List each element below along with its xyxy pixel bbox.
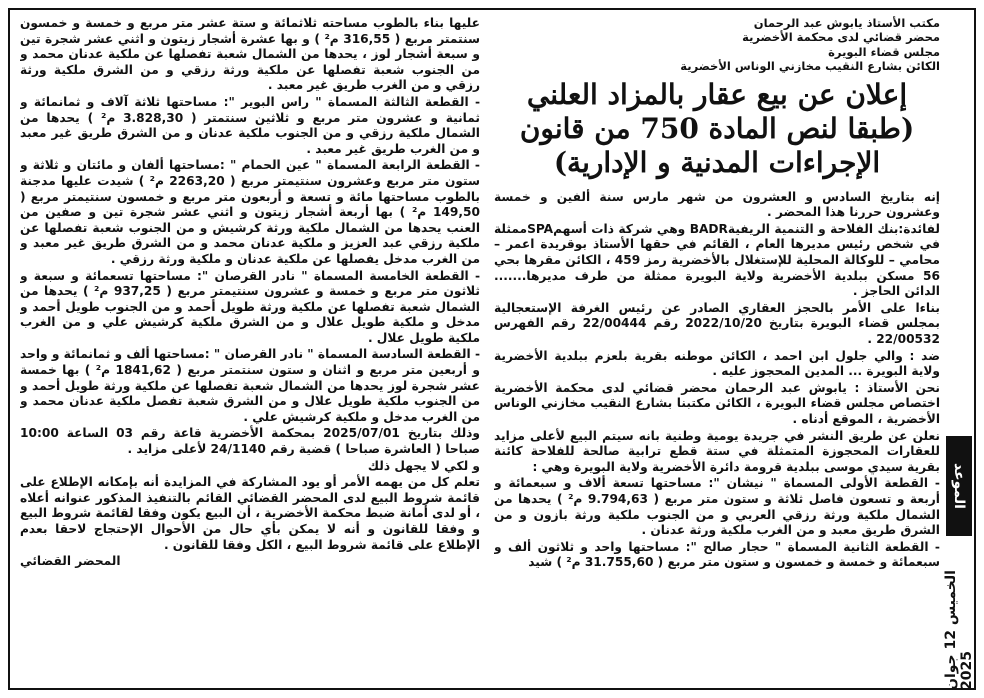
paragraph: لفائدة:بنك الفلاحة و التنمية الريفيةBADR وهي شركة ذات أسهمSPAممثلة في شخص رئيس مديرها العام ، القائم في حقها الأستاذ بوقريدة اعمر – محامي – للوكالة المحلية للإستغلال بالأخضرية رمز 459 ، الكائن مقرها بحي 56 مسكن ببلدية الأخضرية ولاية البويرة ممثلة من طرف مديرها....... الدائن الحاجز .: [494, 221, 940, 299]
left-column: [20, 16, 480, 682]
office-line: الكائن بشارع النقيب مخازني الوناس الأخضرية: [680, 59, 940, 74]
paragraph: إنه بتاريخ السادس و العشرون من شهر مارس سنة ألفين و خمسة وعشرون حررنا هذا المحضر .: [494, 189, 940, 220]
paragraph: بناءا على الأمر بالحجز العقاري الصادر عن رئيس الغرفة الإستعجالية بمجلس قضاء البويرة بتاريخ 2022/10/20 رقم 22/00444 رقم الفهرس 22/00532 .: [494, 300, 940, 346]
legal-notice-page: [8, 8, 976, 690]
paragraph: - القطعة الثانية المسماة " حجار صالح ": مساحتها واحد و ثلاثون ألف و سبعمائة و خمسة و خمسون و ستون متر مربع ( 31.755,60 م² ) شيد: [494, 539, 940, 570]
office-line: مجلس قضاء البويرة: [828, 44, 940, 59]
signature-row: [20, 554, 480, 570]
paragraph: - القطعة السادسة المسماة " نادر القرصان " :مساحتها ألف و ثمانمائة و واحد و أربعين متر مربع و اثنان و ستون سنتمتر مربع ( 1841,62 م² ) بها خمسة عشر شجرة لوز يحدها من الشمال شعبة تفصلها عن ملكية ورثة طويل أحمد و من الجنوب ملكية طويل علال و من الشرق شعبة تفصل ملكية عدنان محمد و من الغرب مدخل و ملكية كرشيش علي .: [20, 347, 480, 424]
paragraph: عليها بناء بالطوب مساحته ثلاثمائة و ستة عشر متر مربع و خمسة و خمسون سنتمتر مربع ( 316,55 م² ) و بها عشرة أشجار زيتون و اثني عشر شجرة تين و سبعة أشجار لوز ، يحدها من الشمال شعبة تفصلها عن ملكية عدنان محمد و من الجنوب شعبة تفصلها عن ملكية ورثة رزقي و من الشرق ملكية ورثة رزقي و من الغرب طريق غير معبد .: [20, 16, 480, 93]
paragraph: - القطعة الرابعة المسماة " عين الحمام " :مساحتها ألفان و مائتان و ثلاثة و ستون متر مربع وعشرون سنتيمتر مربع ( 2263,20 م² ) شيدت عليها مدجنة بالطوب مساحتها مائة و تسعة و أربعون متر مربع و خمسون سنتيمتر مربع ( 149,50 م² ) بها أربعة أشجار زيتون و اثني عشر شجرة تين و صفين من العنب يحدها من الشمال ملكية ورثة كرشيش و من الجنوب شعبة تفصلها عن ملكية رزقي عبد العزيز و ملكية عدنان محمد و من الشرق طريق غير معبد و من الغرب مدخل يفصلها عن ملكية عدنان و ملكية ورثة رزقي .: [20, 158, 480, 266]
signature-bailiff: المحضر القضائي: [20, 554, 121, 569]
notice-title: إعلان عن بيع عقار بالمزاد العلني (طبقا لنص المادة 750 من قانون الإجراءات المدنية و الإدارية): [519, 77, 915, 179]
newspaper-brand: الموعد: [946, 436, 972, 536]
edition-date: الخميس 12 جوان 2025: [943, 570, 975, 690]
paragraph: - القطعة الخامسة المسماة " نادر القرصان ": مساحتها تسعمائة و سبعة و ثلاثون متر مربع و خمسة و عشرون سنتيمتر مربع ( 937,25 م² ) يحدها من الشمال شعبة تفصلها عن ملكية ورثة طويل أحمد و من الجنوب طويل أحمد و مدخل و ملكية طويل علال و من الشرق ملكية كرشيش علي و من الغرب ملكية طويل علال .: [20, 268, 480, 345]
paragraph: تعلم كل من يهمه الأمر أو يود المشاركة في المزايدة أنه بإمكانه الإطلاع على قائمة شروط البيع لدى المحضر القضائي القائم بالتنفيذ المذكور عنوانه أعلاه ، أو لدى أمانة ضبط محكمة الأخضرية ، أن البيع يكون وفقا لقائمة شروط البيع و وفقا للقانون و أنه لا يمكن بأي حال من الأحوال الإحتجاج لاحقا بعدم الإطلاع على قائمة شروط البيع ، الكل وفقا للقانون .: [20, 475, 480, 552]
office-line: مكتب الأستاذ يابوش عبد الرحمان: [753, 16, 940, 30]
paragraph: نحن الأستاذ : يابوش عبد الرحمان محضر قضائي لدى محكمة الأخضرية اختصاص مجلس قضاء البويرة ، الكائن مكتبنا بشارع النقيب مخازني الوناس الأخضرية ، الموقع أدناه .: [494, 380, 940, 426]
paragraph: - القطعة الأولى المسماة " نيشان ": مساحتها تسعة ألاف و سبعمائة و أربعة و تسعون فاصل ثلاثة و ستون متر مربع ( 9.794,63 م² ) يحدها من الشمال ملكية ورثة رزقي العربي و من الجنوب ملكية ورثة بازون و من الشرق طريق معبد و من الغرب ملكية ورثة عدنان .: [494, 476, 940, 538]
paragraph: ضد : والي جلول ابن احمد ، الكائن موطنه بقرية بلعزم ببلدية الأخضرية ولاية البويرة ... المدين المحجوز عليه .: [494, 348, 940, 379]
paragraph: و لكي لا يجهل ذلك: [367, 458, 480, 473]
paragraph: وذلك بتاريخ 2025/07/01 بمحكمة الأخضرية قاعة رقم 03 الساعة 10:00 صباحا ( العاشرة صباحا ) قضية رقم 24/1140 لأعلى مزايد .: [20, 426, 480, 457]
right-column: [494, 16, 940, 682]
office-line: محضر قضائي لدى محكمة الأخضرية: [742, 30, 940, 45]
paragraph: نعلن عن طريق النشر في جريدة يومية وطنية بانه سيتم البيع لأعلى مزايد للعقارات المحجوزة المتمثلة في ستة قطع ترابية صالحة للفلاحة كائنة بقرية سيدي موسى ببلدية قرومة دائرة الأخضرية ولاية البويرة وهي :: [494, 428, 940, 474]
office-header: [494, 16, 940, 74]
paragraph: - القطعة الثالثة المسماة " راس البوير ": مساحتها ثلاثة آلاف و ثمانمائة و ثمانية و عشرون متر مربع و ثلاثين سنتمتر ( 3.828,30 م² ) يحدها من الشمال ملكية رزقي و من الجنوب ملكية عدنان و من الشرق طريق غير معبد و من الغرب طريق غير معبد .: [20, 94, 480, 156]
